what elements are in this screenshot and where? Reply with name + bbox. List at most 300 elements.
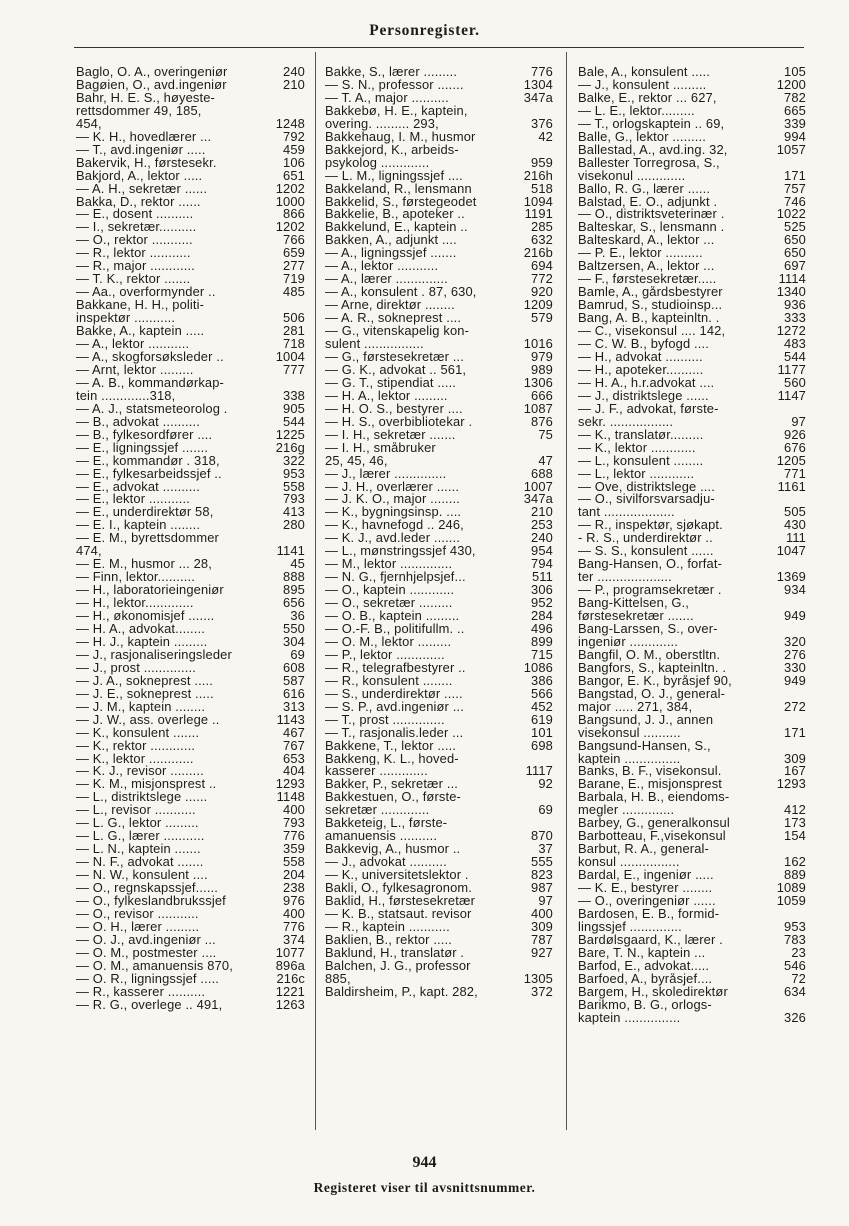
register-entry <box>578 519 806 532</box>
entry-text: Banks, B. F., visekonsul. <box>578 765 722 779</box>
entry-text: — J. H., overlærer ...... <box>325 480 460 494</box>
entry-number: 1340 <box>776 284 806 300</box>
entry-number: 989 <box>531 361 553 377</box>
entry-number: 895 <box>283 582 305 598</box>
entry-number: 1077 <box>275 944 305 960</box>
register-entry <box>578 387 806 403</box>
entry-number: 587 <box>283 672 305 688</box>
entry-text: — N. W., konsulent .... <box>76 869 208 883</box>
entry-number: 555 <box>531 854 553 870</box>
entry-number: 783 <box>784 931 806 947</box>
entry-text: Baglo, O. A., overingeniør <box>76 66 228 79</box>
entry-number: 306 <box>531 582 553 598</box>
register-entry <box>578 750 806 766</box>
entry-number: 719 <box>283 271 305 287</box>
entry-text: lingssjef .............. <box>578 920 682 934</box>
register-entry <box>325 273 553 286</box>
entry-text: Bakkelund, E., kaptein .. <box>325 221 468 235</box>
entry-text: Baltzersen, A., lektor ... <box>578 260 715 274</box>
register-entry <box>76 804 305 817</box>
entry-number: 339 <box>784 115 806 131</box>
entry-number: 1369 <box>776 569 806 585</box>
entry-text: — O., rektor ........... <box>76 234 193 248</box>
register-entry <box>76 830 305 843</box>
entry-number: 676 <box>784 439 806 455</box>
register-entry <box>578 778 806 791</box>
entry-number: 1221 <box>275 983 305 999</box>
entry-number: 171 <box>784 167 806 183</box>
entry-number: 659 <box>283 245 305 261</box>
register-entry <box>325 830 553 843</box>
register-entry <box>76 633 305 649</box>
register-entry <box>325 400 553 416</box>
entry-number: 949 <box>784 672 806 688</box>
register-entry <box>76 996 305 1012</box>
register-entry <box>578 791 806 804</box>
register-entry <box>325 960 553 973</box>
register-entry <box>76 646 305 662</box>
entry-text: — S. N., professor ....... <box>325 78 464 92</box>
entry-number: 359 <box>283 841 305 857</box>
entry-text: — J., konsulent ......... <box>578 78 707 92</box>
register-entry <box>578 413 806 429</box>
register-entry <box>578 698 806 714</box>
entry-text: — H. A., advokat........ <box>76 622 205 636</box>
register-entry <box>578 931 806 947</box>
entry-text: — A., lærer .............. <box>325 273 448 287</box>
register-entry <box>578 610 806 623</box>
entry-number: 1202 <box>275 219 305 235</box>
register-entry <box>76 400 305 416</box>
entry-number: 483 <box>784 336 806 352</box>
register-entry <box>578 740 806 753</box>
entry-number: 579 <box>531 310 553 326</box>
register-entry <box>325 413 553 429</box>
register-entry <box>76 193 305 209</box>
register-entry <box>325 905 553 921</box>
entry-text: Baklid, H., førstesekretær <box>325 895 476 908</box>
entry-text: — O. M., postmester .... <box>76 946 217 960</box>
register-entry <box>325 312 553 325</box>
register-entry <box>578 234 806 247</box>
entry-number: 347a <box>523 491 553 507</box>
entry-number: 309 <box>784 750 806 766</box>
register-entry <box>76 180 305 196</box>
entry-number: 330 <box>784 659 806 675</box>
register-entry <box>76 597 305 610</box>
entry-text: — H. O. S., bestyrer .... <box>325 402 463 416</box>
entry-text: konsul ................ <box>578 856 680 870</box>
register-entry <box>76 234 305 247</box>
entry-text: — T., orlogskaptein .. 69, <box>578 117 725 131</box>
register-entry <box>325 361 553 377</box>
entry-number: 772 <box>531 271 553 287</box>
entry-number: 285 <box>531 219 553 235</box>
register-entry <box>578 506 806 519</box>
register-entry <box>76 610 305 623</box>
entry-text: — O., fylkeslandbrukssjef <box>76 895 226 908</box>
entry-text: — O.-F. B., politifullm. .. <box>325 622 465 636</box>
register-entry <box>325 737 553 753</box>
entry-number: 776 <box>283 828 305 844</box>
register-entry <box>76 128 305 144</box>
register-entry <box>325 918 553 934</box>
entry-number: 322 <box>283 452 305 468</box>
entry-number: 171 <box>784 724 806 740</box>
entry-text: — G., vitenskapelig kon- <box>325 325 470 339</box>
register-entry <box>325 338 553 351</box>
entry-text: Barfod, E., advokat..... <box>578 959 710 973</box>
register-entry <box>76 983 305 999</box>
entry-number: 976 <box>283 893 305 908</box>
entry-text: — L., distriktslege ...... <box>76 791 208 805</box>
entry-text: amanuensis .......... <box>325 830 438 844</box>
register-entry <box>76 92 305 105</box>
entry-text: — Ove, distriktslege .... <box>578 480 715 494</box>
register-entry <box>325 167 553 183</box>
entry-number: 97 <box>538 893 553 908</box>
entry-text: — B., advokat .......... <box>76 415 200 429</box>
entry-number: 69 <box>538 802 553 818</box>
entry-number: 823 <box>531 867 553 883</box>
entry-number: 1007 <box>523 478 553 494</box>
entry-text: — B., fylkesordfører .... <box>76 428 213 442</box>
entry-text: — A., skogforsøksleder .. <box>76 350 224 364</box>
entry-number: 1114 <box>778 271 806 287</box>
entry-text: — S., underdirektør ..... <box>325 687 463 701</box>
register-entry <box>325 374 553 390</box>
entry-number: 452 <box>531 698 553 714</box>
entry-number: 1293 <box>275 776 305 792</box>
register-entry <box>325 558 553 571</box>
entry-number: 544 <box>784 348 806 364</box>
entry-text: sulent ................ <box>325 338 424 351</box>
register-entry <box>325 452 553 468</box>
register-entry <box>76 882 305 895</box>
entry-number: 404 <box>283 763 305 779</box>
entry-text: — K., rektor ............ <box>76 739 196 753</box>
entry-number: 210 <box>531 504 553 520</box>
entry-number: 505 <box>784 504 806 520</box>
register-entry <box>76 105 305 118</box>
entry-text: — O., revisor ........... <box>76 907 199 921</box>
register-entry <box>325 66 553 79</box>
register-entry <box>76 869 305 882</box>
entry-text: — A., konsulent . 87, 630, <box>325 286 477 300</box>
entry-text: — Arne, direktør ........ <box>325 299 455 313</box>
entry-number: 899 <box>531 633 553 649</box>
entry-number: 558 <box>283 478 305 494</box>
entry-text: — J., advokat .......... <box>325 856 447 870</box>
register-entry <box>325 843 553 856</box>
register-entry <box>76 957 305 973</box>
register-entry <box>76 672 305 688</box>
entry-text: Barfoed, A., byråsjef.... <box>578 972 713 986</box>
entry-text: Bakka, D., rektor ...... <box>76 195 201 209</box>
entry-text: — R. G., overlege .. 491, <box>76 998 223 1012</box>
register-entry <box>325 154 553 170</box>
entry-number: 1086 <box>523 659 553 675</box>
footer-note: Registeret viser til avsnittsnummer. <box>313 1180 536 1195</box>
entry-number: 216b <box>523 245 553 261</box>
register-entry <box>76 970 305 986</box>
register-entry <box>578 76 806 92</box>
entry-text: Bangfors, S., kapteinltn. . <box>578 661 727 675</box>
entry-number: 511 <box>531 569 553 585</box>
entry-text: — O., overingeniør ...... <box>578 895 716 908</box>
entry-number: 309 <box>531 918 553 934</box>
entry-text: — F., førstesekretær..... <box>578 273 717 287</box>
register-entry <box>76 519 305 532</box>
register-entry <box>578 312 806 325</box>
entry-text: tant ................... <box>578 506 675 520</box>
entry-text: — E., lektor ........... <box>76 493 190 507</box>
entry-number: 106 <box>283 154 305 170</box>
register-entry <box>325 234 553 247</box>
entry-number: 1306 <box>523 374 553 390</box>
entry-number: 284 <box>531 608 553 624</box>
entry-text: — L. N., kaptein ....... <box>76 843 201 857</box>
register-entry <box>578 545 806 558</box>
entry-number: 1147 <box>777 387 806 403</box>
entry-number: 698 <box>531 737 553 753</box>
entry-number: 23 <box>791 944 806 960</box>
register-entry <box>325 465 553 481</box>
entry-number: 1225 <box>275 426 305 442</box>
entry-text: — J., prost .............. <box>76 661 196 675</box>
entry-text: — E., dosent .......... <box>76 208 194 222</box>
entry-number: 1089 <box>776 880 806 896</box>
entry-number: 987 <box>531 880 553 896</box>
register-entry <box>578 765 806 778</box>
entry-number: 281 <box>283 323 305 339</box>
register-entry <box>325 180 553 196</box>
entry-text: 454, <box>76 117 102 131</box>
entry-text: — R., inspektør, sjøkapt. <box>578 519 723 533</box>
register-entry <box>578 983 806 999</box>
page-number: 944 <box>412 1154 437 1171</box>
entry-number: 920 <box>531 284 553 300</box>
entry-text: — H., apoteker.......... <box>578 363 704 377</box>
entry-text: — H. S., overbibliotekar . <box>325 415 473 429</box>
entry-number: 111 <box>785 530 806 546</box>
entry-text: Bargem, H., skoledirektør <box>578 985 728 999</box>
entry-text: — K. J., revisor ......... <box>76 765 204 779</box>
register-entry <box>325 286 553 299</box>
entry-number: 1248 <box>275 115 305 131</box>
entry-text: Balle, G., lektor ......... <box>578 130 706 144</box>
register-entry <box>578 882 806 895</box>
register-entry <box>578 895 806 908</box>
entry-text: Bakkene, T., lektor ..... <box>325 739 457 753</box>
register-entry <box>325 685 553 701</box>
register-entry <box>76 387 305 403</box>
register-entry <box>76 361 305 377</box>
entry-text: — T. A., major .......... <box>325 91 449 105</box>
entry-number: 953 <box>784 918 806 934</box>
entry-text: Bakkane, H. H., politi- <box>76 299 205 313</box>
entry-text: Ballester Torregrosa, S., <box>578 156 720 170</box>
entry-number: 616 <box>283 685 305 701</box>
entry-text: sekr. ................. <box>578 415 674 429</box>
register-entry <box>578 714 806 727</box>
entry-text: Bakli, O., fylkesagronom. <box>325 882 473 895</box>
entry-number: 905 <box>283 400 305 416</box>
register-entry <box>325 208 553 221</box>
register-entry <box>325 442 553 455</box>
entry-number: 45 <box>290 556 305 572</box>
entry-number: 1202 <box>275 180 305 196</box>
entry-text: — L., revisor ........... <box>76 804 196 818</box>
entry-text: ter .................... <box>578 571 672 585</box>
entry-number: 253 <box>531 517 553 533</box>
entry-text: — H. A., lektor ......... <box>325 389 448 403</box>
register-entry <box>578 558 806 571</box>
entry-number: 953 <box>283 465 305 481</box>
entry-number: 1209 <box>523 297 553 313</box>
entry-number: 793 <box>283 491 305 507</box>
entry-text: Bamle, A., gårdsbestyrer <box>578 286 723 300</box>
entry-number: 1047 <box>776 543 806 559</box>
entry-text: Bakkehaug, I. M., husmor <box>325 130 476 144</box>
entry-text: Barbotteau, F.,visekonsul <box>578 830 726 844</box>
entry-number: 1117 <box>525 763 553 779</box>
register-entry <box>76 115 305 131</box>
entry-number: 870 <box>531 828 553 844</box>
register-entry <box>578 128 806 144</box>
entry-number: 1148 <box>276 789 305 805</box>
entry-text: Bakker, P., sekretær ... <box>325 778 459 792</box>
entry-number: 715 <box>531 646 553 662</box>
register-entry <box>325 193 553 209</box>
register-entry <box>76 426 305 442</box>
register-entry <box>578 493 806 506</box>
entry-number: 566 <box>531 685 553 701</box>
register-entry <box>325 387 553 403</box>
register-entry <box>76 698 305 714</box>
entry-text: — L., konsulent ........ <box>578 454 704 468</box>
register-entry <box>76 439 305 455</box>
entry-number: 204 <box>283 867 305 883</box>
register-entry <box>76 377 305 390</box>
entry-number: 546 <box>784 957 806 973</box>
entry-text: Bang-Larssen, S., over- <box>578 622 718 636</box>
register-entry <box>325 532 553 545</box>
entry-number: 216c <box>276 970 305 986</box>
entry-number: 72 <box>791 970 806 986</box>
entry-number: 746 <box>784 193 806 209</box>
entry-text: — Finn, lektor.......... <box>76 571 195 585</box>
entry-text: — C., visekonsul .... 142, <box>578 325 726 339</box>
entry-number: 277 <box>283 258 305 274</box>
entry-text: — H., økonomisjef ....... <box>76 610 215 623</box>
entry-text: — K. M., misjonsprest .. <box>76 778 217 792</box>
entry-number: 959 <box>531 154 553 170</box>
register-entry <box>578 918 806 934</box>
register-entry <box>578 999 806 1012</box>
entry-number: 936 <box>784 297 806 313</box>
register-entry <box>578 532 806 545</box>
entry-number: 496 <box>531 620 553 636</box>
entry-text: — J. F., advokat, første- <box>578 402 719 416</box>
register-entry <box>325 711 553 727</box>
register-entry <box>578 817 806 830</box>
entry-text: — S. P., avd.ingeniør ... <box>325 700 464 714</box>
register-entry <box>76 545 305 558</box>
register-entry <box>325 247 553 260</box>
entry-number: 467 <box>283 724 305 740</box>
register-entry <box>325 597 553 610</box>
entry-text: — A. R., sokneprest .... <box>325 312 462 326</box>
entry-number: 75 <box>538 426 553 442</box>
register-entry <box>578 273 806 286</box>
entry-number: 954 <box>531 543 553 559</box>
entry-number: 280 <box>283 517 305 533</box>
entry-number: 313 <box>283 698 305 714</box>
register-entry <box>76 778 305 791</box>
entry-text: — K., lektor ............ <box>76 752 194 766</box>
entry-text: — J., rasjonaliseringsleder <box>76 648 232 662</box>
entry-number: 97 <box>791 413 806 429</box>
register-entry <box>76 154 305 170</box>
entry-text: Baklund, H., translatør . <box>325 946 465 960</box>
register-entry <box>325 76 553 92</box>
entry-text: Bare, T. N., kaptein ... <box>578 946 706 960</box>
register-entry <box>578 623 806 636</box>
entry-text: — S. S., konsulent ...... <box>578 545 714 559</box>
entry-text: kasserer ............. <box>325 765 428 779</box>
entry-text: — G. K., advokat .. 561, <box>325 363 467 377</box>
register-entry <box>578 102 806 118</box>
entry-text: — O. H., lærer ......... <box>76 920 200 934</box>
register-entry <box>578 856 806 869</box>
entry-number: 216g <box>275 439 305 455</box>
register-entry <box>578 724 806 740</box>
register-entry <box>76 895 305 908</box>
entry-number: 651 <box>283 167 305 183</box>
register-entry <box>578 348 806 364</box>
register-entry <box>325 506 553 519</box>
register-entry <box>578 141 806 157</box>
register-entry <box>76 571 305 584</box>
register-entry <box>325 753 553 766</box>
register-entry <box>325 778 553 791</box>
register-entry <box>76 918 305 934</box>
register-entry <box>76 532 305 545</box>
register-entry <box>578 843 806 856</box>
register-column-2 <box>325 66 553 1138</box>
entry-text: — H., laboratorieingeniør <box>76 584 224 598</box>
entry-text: Bakkevig, A., husmor .. <box>325 843 461 857</box>
entry-number: 240 <box>531 530 553 546</box>
entry-text: — H. J., kaptein ......... <box>76 635 208 649</box>
entry-text: — K. J., avd.leder ....... <box>325 532 461 546</box>
entry-number: 173 <box>784 815 806 831</box>
entry-text: — H., lektor............. <box>76 597 194 611</box>
entry-number: 792 <box>283 128 305 144</box>
register-entry <box>578 439 806 455</box>
entry-text: — J. E., sokneprest ..... <box>76 687 214 701</box>
entry-text: overing. ......... 293, <box>325 117 439 131</box>
entry-text: Bang, A. B., kapteinltn. . <box>578 312 720 326</box>
entry-text: — K., havnefogd .. 246, <box>325 519 464 533</box>
entry-text: — Arnt, lektor ......... <box>76 363 194 377</box>
register-entry <box>76 325 305 338</box>
entry-number: 550 <box>283 620 305 636</box>
entry-text: — R., major ............ <box>76 260 195 274</box>
entry-text: — R., kaptein ........... <box>325 920 450 934</box>
register-entry <box>76 338 305 351</box>
